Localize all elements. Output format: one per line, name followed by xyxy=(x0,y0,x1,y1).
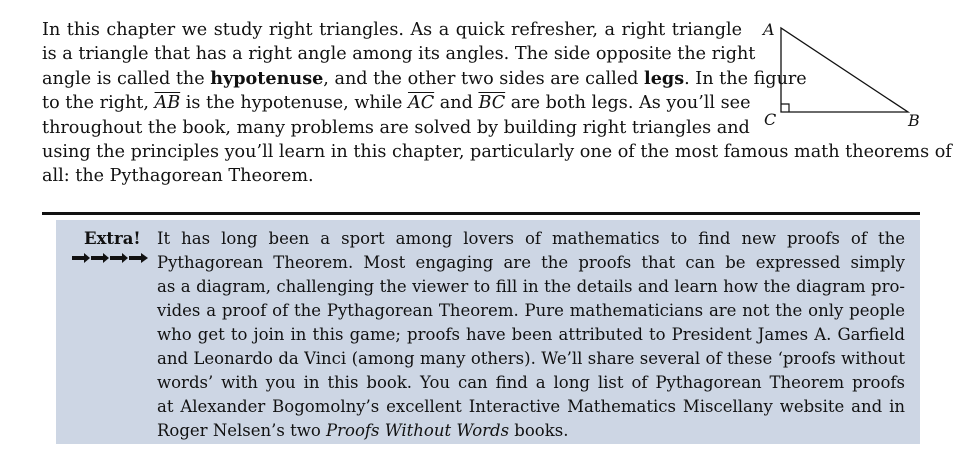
intro-line: using the principles you’ll learn in this chapter, particularly one of the most famous math theorems of xyxy=(42,142,952,163)
text-run: books. xyxy=(509,421,569,440)
extra-line: words’ with you in this book. You can find a long list of Pythagorean Theorem proofs xyxy=(157,373,905,392)
extra-line xyxy=(157,419,905,443)
term-legs: legs xyxy=(644,67,685,89)
extra-line: and Leonardo da Vinci (among many others). We’ll share several of these ‘proofs without xyxy=(157,349,905,368)
book-title: Proofs Without Words xyxy=(326,421,510,440)
arrow-marker-icon xyxy=(72,250,150,266)
vertex-label-b: B xyxy=(908,111,920,130)
vertex-label-c: C xyxy=(764,110,777,129)
segment-ac: $\overline{AC}$ xyxy=(407,93,435,114)
extra-line: vides a proof of the Pythagorean Theorem. Pure mathematicians are not the only people xyxy=(157,301,905,320)
term-hypotenuse: hypotenuse xyxy=(210,67,324,89)
text-run: Roger Nelsen’s two xyxy=(157,421,327,440)
text-run: are both legs. As you’ll see xyxy=(505,93,751,114)
extra-line: It has long been a sport among lovers of mathematics to find new proofs of the xyxy=(157,229,905,248)
intro-line: is a triangle that has a right angle among its angles. The side opposite the right xyxy=(42,44,756,65)
right-triangle-figure xyxy=(760,18,930,130)
intro-line: throughout the book, many problems are solved by building right triangles and xyxy=(42,117,750,138)
vertex-label-a: A xyxy=(763,20,775,39)
extra-label: Extra! xyxy=(84,229,141,248)
triangle-shape xyxy=(781,28,908,112)
extra-line: who get to join in this game; proofs have been attributed to President James A. Garfield xyxy=(157,325,905,344)
intro-line: In this chapter we study right triangles. As a quick refresher, a right triangle xyxy=(42,20,742,40)
extra-line: Pythagorean Theorem. Most engaging are the proofs that can be expressed simply xyxy=(157,253,905,272)
section-divider xyxy=(42,212,920,215)
intro-line xyxy=(42,67,807,91)
text-run: angle is called the xyxy=(42,68,211,89)
right-angle-marker xyxy=(781,104,789,112)
extra-line: at Alexander Bogomolny’s excellent Interactive Mathematics Miscellany website and in xyxy=(157,397,905,416)
text-run: and xyxy=(434,93,479,114)
extra-paragraph xyxy=(157,227,905,443)
segment-ab: $\overline{AB}$ xyxy=(154,93,181,114)
extra-line: as a diagram, challenging the viewer to fill in the details and learn how the diagram pro- xyxy=(157,277,905,296)
text-run: . In the figure xyxy=(684,68,807,89)
intro-line: all: the Pythagorean Theorem. xyxy=(42,166,314,187)
text-run: , and the other two sides are called xyxy=(323,68,645,89)
text-run: to the right, xyxy=(42,93,155,114)
text-run: is the hypotenuse, while xyxy=(180,93,408,114)
intro-line xyxy=(42,91,751,115)
segment-bc: $\overline{BC}$ xyxy=(478,93,506,114)
